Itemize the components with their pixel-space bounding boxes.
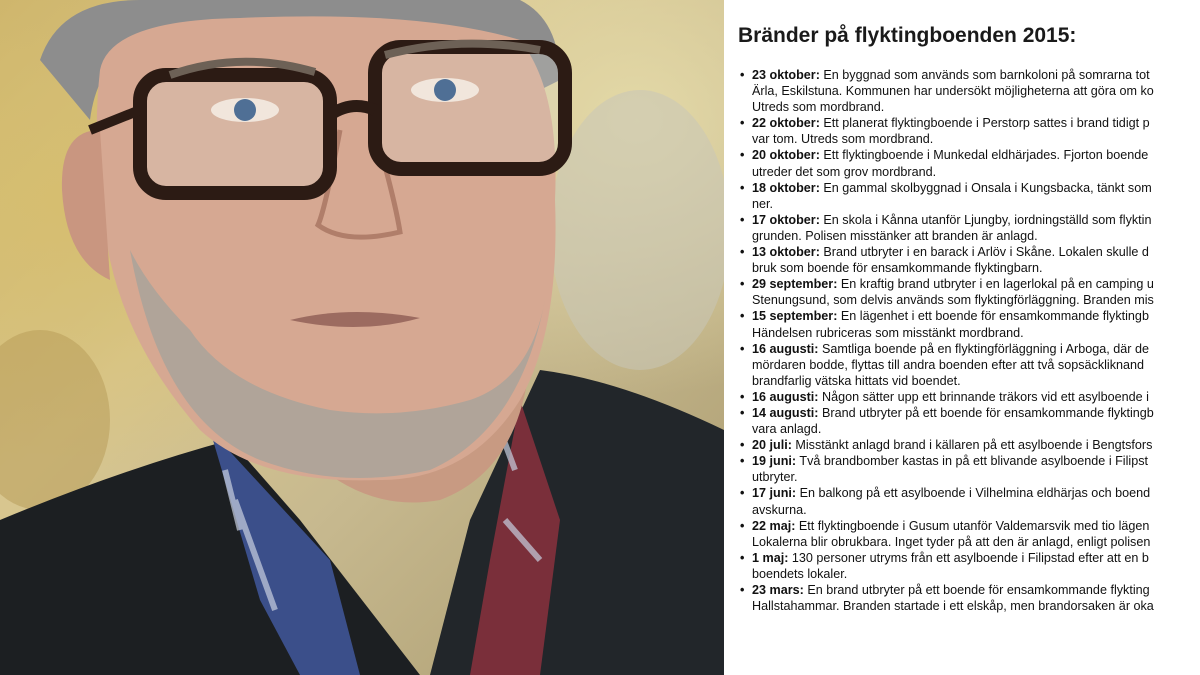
incident-text-line — [752, 469, 1200, 485]
incident-text-line — [752, 373, 1200, 389]
incident-text-line — [752, 164, 1200, 180]
incident-text-line — [752, 389, 1200, 405]
incident-description: Händelsen rubriceras som misstänkt mordbrand. — [752, 325, 1024, 340]
list-item — [738, 405, 1200, 437]
incident-date: 20 juli: — [752, 438, 792, 453]
list-item — [738, 389, 1200, 405]
incident-description: Brand utbryter i en barack i Arlöv i Skåne. Lokalen skulle d — [823, 245, 1149, 260]
incident-date: 15 september: — [752, 309, 838, 324]
incident-text-line — [752, 582, 1200, 598]
incident-description: En gammal skolbyggnad i Onsala i Kungsbacka, tänkt som — [823, 180, 1152, 195]
incident-text-line — [752, 228, 1200, 244]
incident-text-line — [752, 83, 1200, 99]
list-item — [738, 67, 1200, 115]
incident-description: Någon sätter upp ett brinnande träkors vid ett asylboende i — [821, 389, 1149, 404]
incident-description: Ärla, Eskilstuna. Kommunen har undersökt möjligheterna att göra om ko — [752, 84, 1154, 99]
incident-date: 22 maj: — [752, 518, 796, 533]
incident-description: utreder det som grov mordbrand. — [752, 164, 937, 179]
incident-description: Lokalerna blir obrukbara. Inget tyder på att den är anlagd, enligt polisen — [752, 534, 1151, 549]
incident-date: 17 juni: — [752, 486, 797, 501]
incident-text-line — [752, 325, 1200, 341]
list-item — [738, 550, 1200, 582]
page-title: Bränder på flyktingboenden 2015: — [738, 24, 1077, 47]
incident-text-line — [752, 453, 1200, 469]
incident-text-line — [752, 276, 1200, 292]
incident-description: brandfarlig vätska hittats vid boendet. — [752, 373, 961, 388]
incident-text-line — [752, 341, 1200, 357]
incident-description: Brand utbryter på ett boende för ensamkommande flyktingb — [821, 405, 1154, 420]
incident-description: vara anlagd. — [752, 422, 822, 437]
incident-description: En lägenhet i ett boende för ensamkommande flyktingb — [840, 309, 1149, 324]
incident-text-line — [752, 598, 1200, 614]
incident-date: 20 oktober: — [752, 148, 820, 163]
incident-text-line — [752, 485, 1200, 501]
incident-text-line — [752, 502, 1200, 518]
incident-text-line — [752, 534, 1200, 550]
list-item — [738, 115, 1200, 147]
incident-description: En byggnad som används som barnkoloni på somrarna tot — [823, 68, 1150, 82]
incident-description: boendets lokaler. — [752, 566, 848, 581]
incident-description: En balkong på ett asylboende i Vilhelmina eldhärjas och boend — [799, 486, 1151, 501]
incident-date: 14 augusti: — [752, 405, 819, 420]
incident-description: Hallstahammar. Branden startade i ett elskåp, men brandorsaken är oka — [752, 599, 1154, 614]
incident-date: 22 oktober: — [752, 116, 820, 131]
incident-text-line — [752, 292, 1200, 308]
incident-description: avskurna. — [752, 502, 807, 517]
incident-text-line — [752, 180, 1200, 196]
incident-text-line — [752, 518, 1200, 534]
incident-description: grunden. Polisen misstänker att branden är anlagd. — [752, 228, 1038, 243]
incident-text-line — [752, 357, 1200, 373]
incident-date: 29 september: — [752, 277, 838, 292]
list-item — [738, 212, 1200, 244]
incident-date: 23 oktober: — [752, 68, 820, 82]
incident-date: 16 augusti: — [752, 341, 819, 356]
incident-text-line — [752, 131, 1200, 147]
incident-description: Ett planerat flyktingboende i Perstorp sattes i brand tidigt p — [823, 116, 1150, 131]
list-item — [738, 341, 1200, 389]
incident-text-line — [752, 405, 1200, 421]
list-item — [738, 244, 1200, 276]
incident-date: 19 juni: — [752, 454, 797, 469]
incident-description: var tom. Utreds som mordbrand. — [752, 132, 934, 147]
incident-date: 18 oktober: — [752, 180, 820, 195]
article-excerpt — [728, 0, 1200, 675]
incident-text-line — [752, 147, 1200, 163]
incident-description: mördaren bodde, flyttas till andra boenden efter att två sopsäckliknand — [752, 357, 1145, 372]
incident-description: En brand utbryter på ett boende för ensamkommande flykting — [807, 583, 1150, 597]
incident-description: Samtliga boende på en flyktingförläggning i Arboga, där de — [821, 341, 1149, 356]
incident-description: Ett flyktingboende i Gusum utanför Valdemarsvik med tio lägen — [798, 518, 1150, 533]
incident-text-line — [752, 421, 1200, 437]
incident-text-line — [752, 550, 1200, 566]
incident-description: bruk som boende för ensamkommande flyktingbarn. — [752, 261, 1043, 276]
incident-text-line — [752, 67, 1200, 83]
incident-text-line — [752, 244, 1200, 260]
fire-incident-list — [738, 67, 1200, 614]
list-item — [738, 180, 1200, 212]
incident-description: utbryter. — [752, 470, 798, 485]
list-item — [738, 485, 1200, 517]
incident-text-line — [752, 437, 1200, 453]
incident-date: 16 augusti: — [752, 389, 819, 404]
incident-description: En kraftig brand utbryter i en lagerlokal på en camping u — [840, 277, 1154, 292]
incident-description: Utreds som mordbrand. — [752, 100, 885, 115]
incident-text-line — [752, 115, 1200, 131]
incident-text-line — [752, 99, 1200, 115]
incident-date: 17 oktober: — [752, 212, 820, 227]
incident-description: Misstänkt anlagd brand i källaren på ett asylboende i Bengtsfors — [795, 438, 1153, 453]
incident-text-line — [752, 308, 1200, 324]
incident-date: 23 mars: — [752, 583, 804, 597]
incident-description: 130 personer utryms från ett asylboende i Filipstad efter att en b — [791, 550, 1149, 565]
incident-text-line — [752, 196, 1200, 212]
incident-description: Stenungsund, som delvis används som flyktingförläggning. Branden mis — [752, 293, 1154, 308]
list-item — [738, 437, 1200, 453]
list-item — [738, 453, 1200, 485]
incident-text-line — [752, 566, 1200, 582]
incident-description: Ett flyktingboende i Munkedal eldhärjades. Fjorton boende — [823, 148, 1149, 163]
incident-text-line — [752, 260, 1200, 276]
list-item — [738, 147, 1200, 179]
incident-description: ner. — [752, 196, 774, 211]
incident-date: 1 maj: — [752, 550, 789, 565]
incident-date: 13 oktober: — [752, 245, 820, 260]
list-item — [738, 518, 1200, 550]
incident-description: En skola i Kånna utanför Ljungby, iordningställd som flyktin — [823, 212, 1152, 227]
incident-description: Två brandbomber kastas in på ett blivande asylboende i Filipst — [799, 454, 1148, 469]
list-item — [738, 308, 1200, 340]
list-item — [738, 276, 1200, 308]
list-item — [738, 582, 1200, 614]
incident-text-line — [752, 212, 1200, 228]
